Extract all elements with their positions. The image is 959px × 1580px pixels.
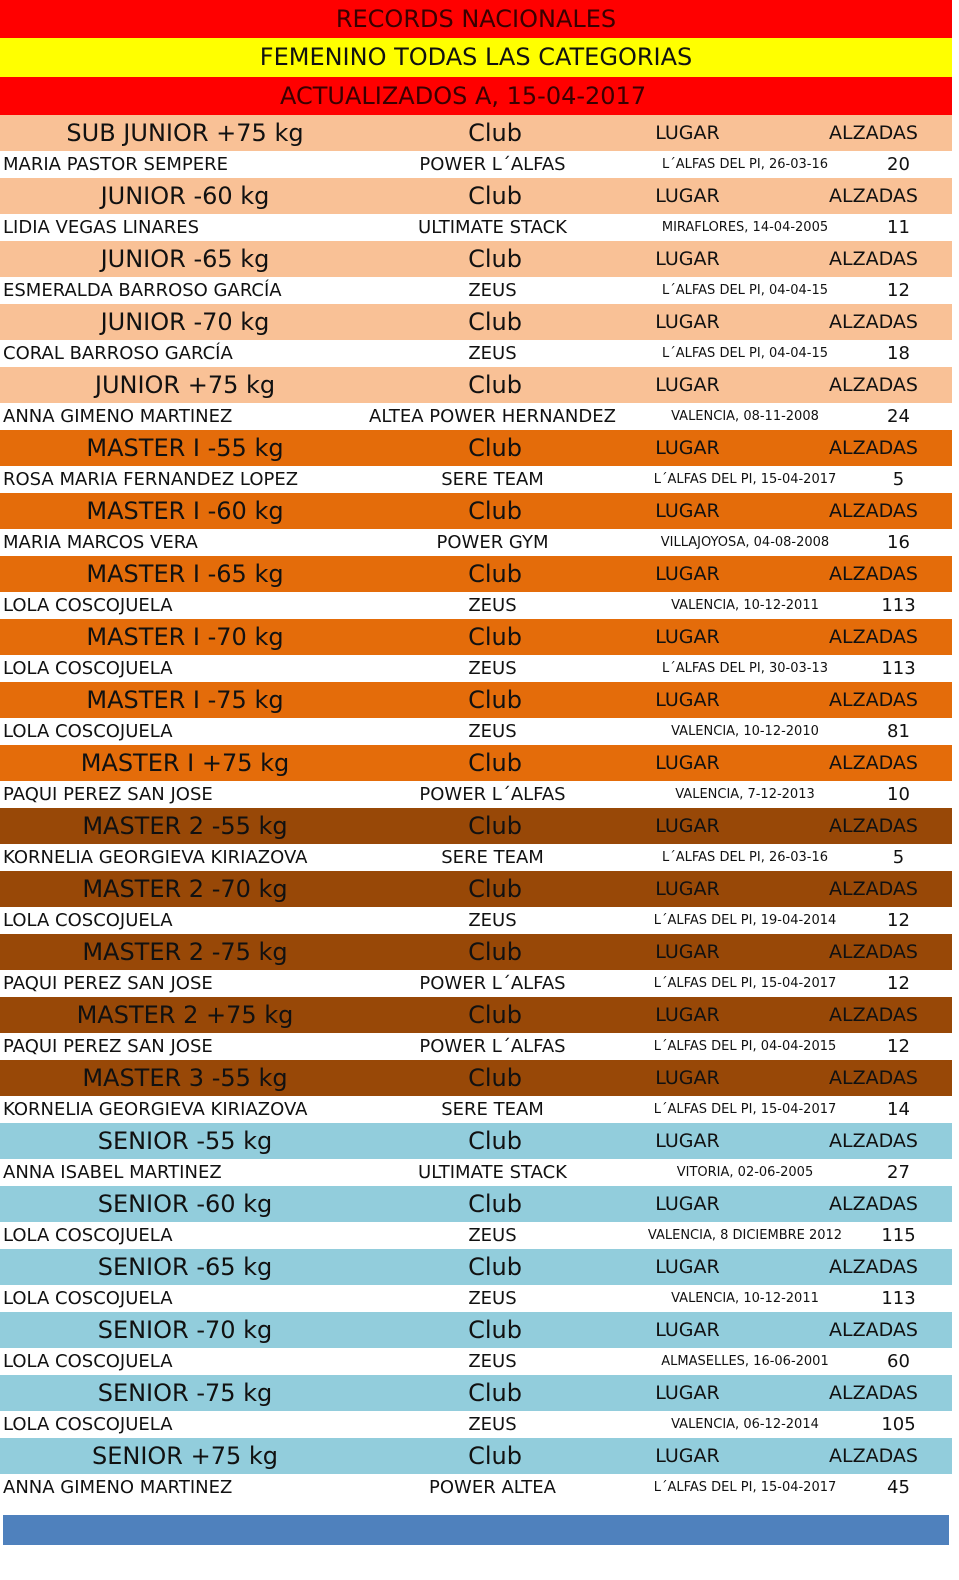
category-header-row (0, 682, 952, 718)
category-label: MASTER I -55 kg (86, 434, 284, 462)
category-header-row (0, 934, 952, 970)
record-place-date: VILLAJOYOSA, 04-08-2008 (660, 535, 830, 550)
club-name: ZEUS (468, 343, 517, 364)
records-table (0, 115, 952, 1501)
category-label: MASTER I +75 kg (80, 749, 290, 777)
club-name: ZEUS (468, 658, 517, 679)
column-header-club: Club (468, 1190, 522, 1218)
column-header-alzadas: ALZADAS (829, 815, 918, 837)
athlete-name: LOLA COSCOJUELA (3, 1414, 173, 1435)
category-header-row (0, 304, 952, 340)
record-row (0, 1159, 952, 1186)
column-header-lugar: LUGAR (655, 1256, 720, 1278)
category-header-row (0, 115, 952, 151)
club-name: ZEUS (468, 280, 517, 301)
column-header-lugar: LUGAR (655, 878, 720, 900)
category-header-row (0, 1123, 952, 1159)
column-header-club: Club (468, 1127, 522, 1155)
record-row (0, 214, 952, 241)
category-header-row (0, 808, 952, 844)
column-header-alzadas: ALZADAS (829, 437, 918, 459)
category-label: SENIOR -70 kg (97, 1316, 273, 1344)
record-place-date: L´ALFAS DEL PI, 30-03-13 (662, 661, 828, 676)
alzadas-value: 24 (887, 406, 910, 427)
category-header-row (0, 178, 952, 214)
category-label: MASTER I -75 kg (86, 686, 284, 714)
alzadas-value: 20 (887, 154, 910, 175)
category-label: MASTER I -65 kg (86, 560, 284, 588)
alzadas-value: 113 (881, 1288, 916, 1309)
alzadas-value: 12 (887, 1036, 910, 1057)
column-header-lugar: LUGAR (655, 311, 720, 333)
athlete-name: KORNELIA GEORGIEVA KIRIAZOVA (3, 1099, 308, 1120)
record-row (0, 1222, 952, 1249)
column-header-lugar: LUGAR (655, 1193, 720, 1215)
column-header-club: Club (468, 371, 522, 399)
category-label: SENIOR -65 kg (97, 1253, 273, 1281)
club-name: ULTIMATE STACK (418, 217, 567, 238)
athlete-name: LIDIA VEGAS LINARES (3, 217, 200, 238)
record-row (0, 592, 952, 619)
alzadas-value: 18 (887, 343, 910, 364)
alzadas-value: 10 (887, 784, 910, 805)
record-row (0, 151, 952, 178)
record-row (0, 781, 952, 808)
column-header-alzadas: ALZADAS (829, 941, 918, 963)
record-row (0, 655, 952, 682)
athlete-name: LOLA COSCOJUELA (3, 658, 173, 679)
alzadas-value: 12 (887, 910, 910, 931)
column-header-club: Club (468, 1253, 522, 1281)
club-name: POWER L´ALFAS (419, 784, 566, 805)
athlete-name: LOLA COSCOJUELA (3, 910, 173, 931)
athlete-name: KORNELIA GEORGIEVA KIRIAZOVA (3, 847, 308, 868)
column-header-club: Club (468, 686, 522, 714)
record-row (0, 718, 952, 745)
column-header-alzadas: ALZADAS (829, 374, 918, 396)
title-actualizados: ACTUALIZADOS A, 15-04-2017 (0, 77, 952, 115)
athlete-name: PAQUI PEREZ SAN JOSE (3, 973, 213, 994)
club-name: POWER ALTEA (429, 1477, 556, 1498)
column-header-lugar: LUGAR (655, 248, 720, 270)
athlete-name: LOLA COSCOJUELA (3, 721, 173, 742)
column-header-club: Club (468, 1442, 522, 1470)
category-header-row (0, 619, 952, 655)
column-header-alzadas: ALZADAS (829, 1067, 918, 1089)
column-header-alzadas: ALZADAS (829, 311, 918, 333)
category-header-row (0, 241, 952, 277)
category-header-row (0, 556, 952, 592)
record-row (0, 466, 952, 493)
alzadas-value: 45 (887, 1477, 910, 1498)
column-header-club: Club (468, 434, 522, 462)
alzadas-value: 60 (887, 1351, 910, 1372)
category-header-row (0, 1060, 952, 1096)
column-header-club: Club (468, 938, 522, 966)
record-place-date: L´ALFAS DEL PI, 04-04-15 (662, 346, 828, 361)
column-header-alzadas: ALZADAS (829, 248, 918, 270)
category-label: MASTER 2 +75 kg (76, 1001, 294, 1029)
column-header-club: Club (468, 1316, 522, 1344)
category-header-row (0, 997, 952, 1033)
column-header-club: Club (468, 182, 522, 210)
footer-bar (3, 1515, 949, 1545)
club-name: ZEUS (468, 1414, 517, 1435)
column-header-lugar: LUGAR (655, 1067, 720, 1089)
club-name: SERE TEAM (441, 847, 544, 868)
column-header-lugar: LUGAR (655, 815, 720, 837)
category-header-row (0, 367, 952, 403)
record-place-date: VALENCIA, 10-12-2011 (671, 1291, 819, 1306)
athlete-name: CORAL BARROSO GARCÍA (3, 343, 233, 364)
record-row (0, 340, 952, 367)
record-place-date: VALENCIA, 06-12-2014 (671, 1417, 819, 1432)
column-header-alzadas: ALZADAS (829, 1445, 918, 1467)
club-name: ZEUS (468, 1225, 517, 1246)
column-header-alzadas: ALZADAS (829, 185, 918, 207)
record-row (0, 1474, 952, 1501)
record-row (0, 907, 952, 934)
alzadas-value: 113 (881, 658, 916, 679)
alzadas-value: 14 (887, 1099, 910, 1120)
column-header-club: Club (468, 1379, 522, 1407)
category-label: JUNIOR -65 kg (100, 245, 270, 273)
column-header-alzadas: ALZADAS (829, 689, 918, 711)
category-label: MASTER 2 -55 kg (82, 812, 288, 840)
category-label: MASTER 3 -55 kg (82, 1064, 288, 1092)
title-records-nacionales: RECORDS NACIONALES (0, 0, 952, 38)
club-name: POWER L´ALFAS (419, 973, 566, 994)
alzadas-value: 5 (892, 469, 905, 490)
category-header-row (0, 1186, 952, 1222)
club-name: POWER L´ALFAS (419, 154, 566, 175)
athlete-name: ESMERALDA BARROSO GARCÍA (3, 280, 282, 301)
column-header-club: Club (468, 119, 522, 147)
club-name: ZEUS (468, 1351, 517, 1372)
column-header-alzadas: ALZADAS (829, 752, 918, 774)
alzadas-value: 27 (887, 1162, 910, 1183)
club-name: ZEUS (468, 721, 517, 742)
category-header-row (0, 871, 952, 907)
category-header-row (0, 1438, 952, 1474)
column-header-lugar: LUGAR (655, 1445, 720, 1467)
column-header-lugar: LUGAR (655, 1382, 720, 1404)
athlete-name: ANNA ISABEL MARTINEZ (3, 1162, 222, 1183)
record-place-date: VITORIA, 02-06-2005 (676, 1165, 814, 1180)
record-place-date: VALENCIA, 8 DICIEMBRE 2012 (647, 1228, 843, 1243)
record-row (0, 277, 952, 304)
club-name: POWER GYM (436, 532, 549, 553)
category-label: MASTER I -70 kg (86, 623, 284, 651)
club-name: ZEUS (468, 595, 517, 616)
category-label: MASTER I -60 kg (86, 497, 284, 525)
alzadas-value: 11 (887, 217, 910, 238)
column-header-club: Club (468, 308, 522, 336)
column-header-alzadas: ALZADAS (829, 1130, 918, 1152)
record-row (0, 1033, 952, 1060)
record-row (0, 970, 952, 997)
alzadas-value: 12 (887, 280, 910, 301)
alzadas-value: 12 (887, 973, 910, 994)
column-header-alzadas: ALZADAS (829, 500, 918, 522)
category-label: SENIOR -55 kg (97, 1127, 273, 1155)
athlete-name: ROSA MARIA FERNANDEZ LOPEZ (3, 469, 299, 490)
column-header-lugar: LUGAR (655, 122, 720, 144)
column-header-lugar: LUGAR (655, 752, 720, 774)
alzadas-value: 105 (881, 1414, 916, 1435)
record-place-date: L´ALFAS DEL PI, 04-04-15 (662, 283, 828, 298)
category-header-row (0, 745, 952, 781)
club-name: ULTIMATE STACK (418, 1162, 567, 1183)
column-header-club: Club (468, 749, 522, 777)
club-name: ZEUS (468, 910, 517, 931)
athlete-name: PAQUI PEREZ SAN JOSE (3, 784, 213, 805)
athlete-name: LOLA COSCOJUELA (3, 1225, 173, 1246)
column-header-lugar: LUGAR (655, 500, 720, 522)
record-place-date: VALENCIA, 08-11-2008 (671, 409, 819, 424)
record-row (0, 1348, 952, 1375)
column-header-lugar: LUGAR (655, 1130, 720, 1152)
club-name: ALTEA POWER HERNANDEZ (369, 406, 616, 427)
record-place-date: L´ALFAS DEL PI, 19-04-2014 (653, 913, 837, 928)
athlete-name: PAQUI PEREZ SAN JOSE (3, 1036, 213, 1057)
category-header-row (0, 430, 952, 466)
club-name: POWER L´ALFAS (419, 1036, 566, 1057)
club-name: ZEUS (468, 1288, 517, 1309)
alzadas-value: 113 (881, 595, 916, 616)
athlete-name: ANNA GIMENO MARTINEZ (3, 1477, 233, 1498)
alzadas-value: 5 (892, 847, 905, 868)
athlete-name: LOLA COSCOJUELA (3, 595, 173, 616)
column-header-alzadas: ALZADAS (829, 1193, 918, 1215)
record-place-date: L´ALFAS DEL PI, 26-03-16 (662, 850, 828, 865)
column-header-alzadas: ALZADAS (829, 122, 918, 144)
column-header-lugar: LUGAR (655, 689, 720, 711)
column-header-alzadas: ALZADAS (829, 626, 918, 648)
category-label: JUNIOR -70 kg (100, 308, 270, 336)
record-row (0, 1096, 952, 1123)
alzadas-value: 81 (887, 721, 910, 742)
record-place-date: L´ALFAS DEL PI, 15-04-2017 (653, 976, 837, 991)
record-place-date: ALMASELLES, 16-06-2001 (661, 1354, 829, 1369)
category-label: SUB JUNIOR +75 kg (66, 119, 304, 147)
club-name: SERE TEAM (441, 469, 544, 490)
record-row (0, 1411, 952, 1438)
column-header-lugar: LUGAR (655, 941, 720, 963)
column-header-club: Club (468, 875, 522, 903)
category-label: SENIOR +75 kg (91, 1442, 279, 1470)
alzadas-value: 115 (881, 1225, 916, 1246)
title-femenino: FEMENINO TODAS LAS CATEGORIAS (0, 38, 952, 77)
column-header-club: Club (468, 245, 522, 273)
record-place-date: L´ALFAS DEL PI, 04-04-2015 (653, 1039, 837, 1054)
record-place-date: L´ALFAS DEL PI, 15-04-2017 (653, 1480, 837, 1495)
column-header-club: Club (468, 1001, 522, 1029)
record-row (0, 1285, 952, 1312)
column-header-alzadas: ALZADAS (829, 563, 918, 585)
athlete-name: MARIA PASTOR SEMPERE (3, 154, 228, 175)
record-row (0, 844, 952, 871)
record-place-date: VALENCIA, 7-12-2013 (675, 787, 815, 802)
column-header-alzadas: ALZADAS (829, 1004, 918, 1026)
category-label: JUNIOR +75 kg (94, 371, 276, 399)
column-header-club: Club (468, 560, 522, 588)
column-header-club: Club (468, 1064, 522, 1092)
column-header-lugar: LUGAR (655, 1319, 720, 1341)
athlete-name: LOLA COSCOJUELA (3, 1288, 173, 1309)
club-name: SERE TEAM (441, 1099, 544, 1120)
category-label: MASTER 2 -75 kg (82, 938, 288, 966)
column-header-lugar: LUGAR (655, 1004, 720, 1026)
record-place-date: MIRAFLORES, 14-04-2005 (661, 220, 829, 235)
category-header-row (0, 1312, 952, 1348)
athlete-name: MARIA MARCOS VERA (3, 532, 198, 553)
column-header-lugar: LUGAR (655, 563, 720, 585)
column-header-alzadas: ALZADAS (829, 1319, 918, 1341)
column-header-alzadas: ALZADAS (829, 1256, 918, 1278)
column-header-club: Club (468, 623, 522, 651)
category-header-row (0, 1375, 952, 1411)
column-header-alzadas: ALZADAS (829, 1382, 918, 1404)
category-header-row (0, 1249, 952, 1285)
column-header-club: Club (468, 812, 522, 840)
category-label: JUNIOR -60 kg (100, 182, 270, 210)
column-header-lugar: LUGAR (655, 437, 720, 459)
column-header-lugar: LUGAR (655, 374, 720, 396)
record-row (0, 529, 952, 556)
alzadas-value: 16 (887, 532, 910, 553)
record-place-date: VALENCIA, 10-12-2011 (671, 598, 819, 613)
column-header-lugar: LUGAR (655, 626, 720, 648)
category-label: SENIOR -60 kg (97, 1190, 273, 1218)
athlete-name: LOLA COSCOJUELA (3, 1351, 173, 1372)
column-header-lugar: LUGAR (655, 185, 720, 207)
record-place-date: VALENCIA, 10-12-2010 (671, 724, 819, 739)
record-place-date: L´ALFAS DEL PI, 15-04-2017 (653, 472, 837, 487)
record-place-date: L´ALFAS DEL PI, 15-04-2017 (653, 1102, 837, 1117)
record-place-date: L´ALFAS DEL PI, 26-03-16 (662, 157, 828, 172)
column-header-club: Club (468, 497, 522, 525)
category-header-row (0, 493, 952, 529)
record-row (0, 403, 952, 430)
category-label: SENIOR -75 kg (97, 1379, 273, 1407)
category-label: MASTER 2 -70 kg (82, 875, 288, 903)
athlete-name: ANNA GIMENO MARTINEZ (3, 406, 233, 427)
column-header-alzadas: ALZADAS (829, 878, 918, 900)
